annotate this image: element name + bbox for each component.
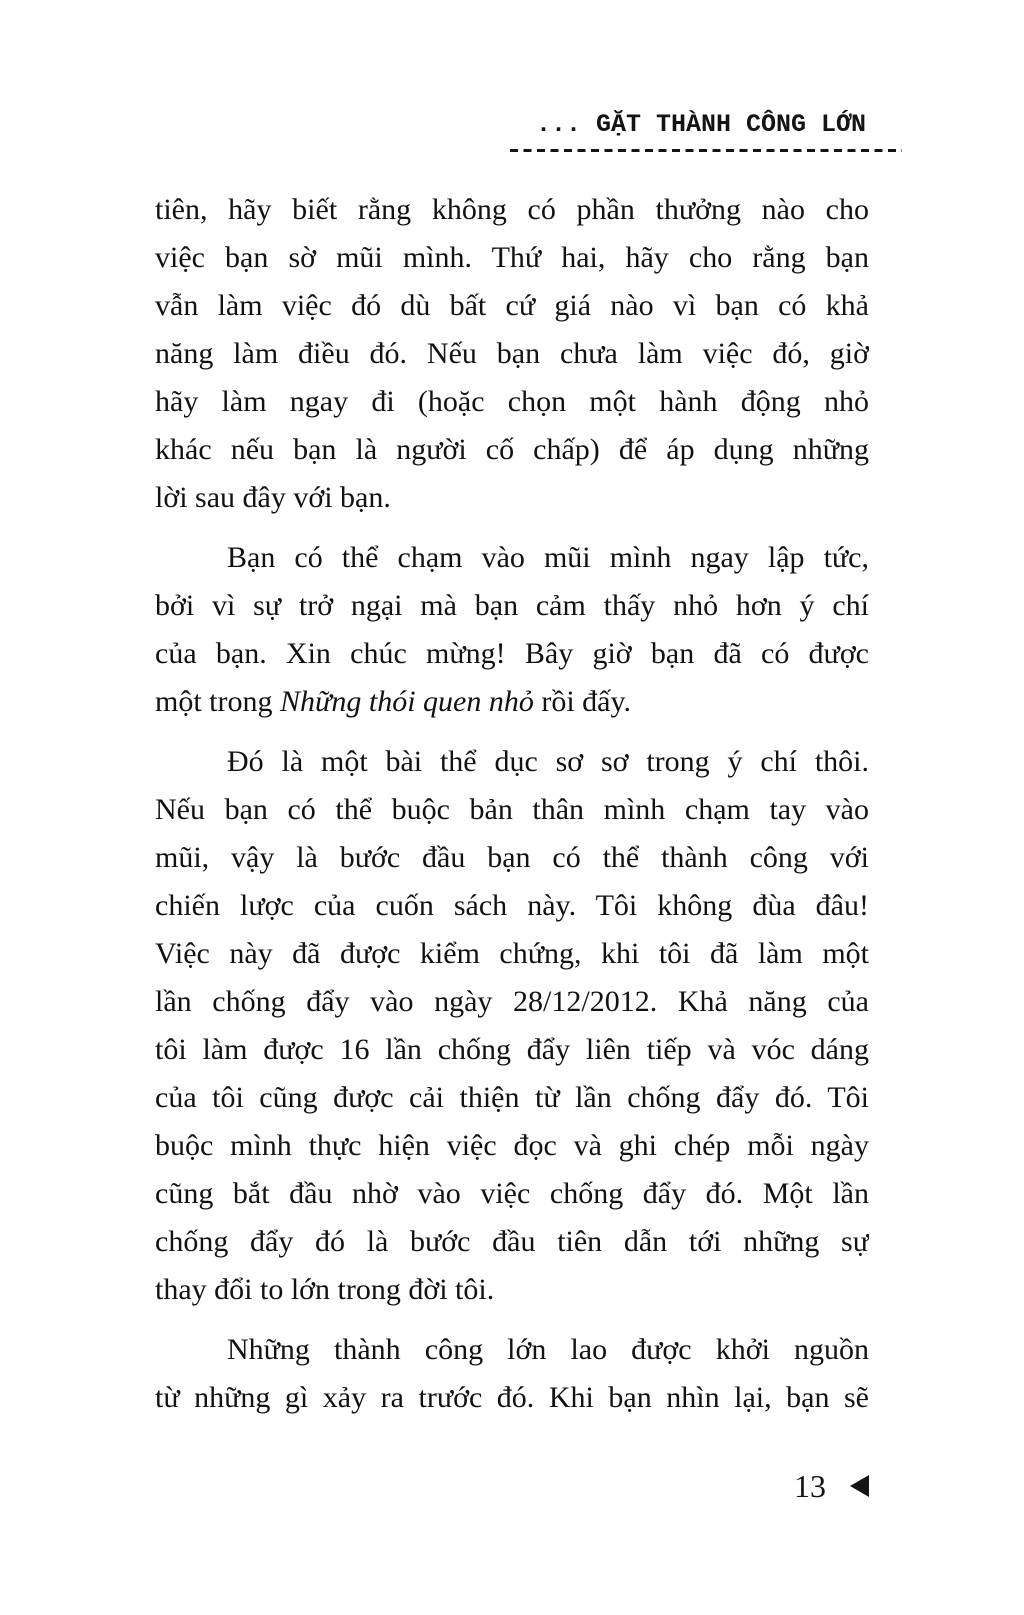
text-segment: của bạn. Xin chúc mừng! Bây giờ bạn đã có được (155, 637, 869, 670)
text-line (155, 582, 869, 630)
text-line (155, 474, 869, 522)
running-header (510, 110, 902, 152)
text-segment: năng làm điều đó. Nếu bạn chưa làm việc đó, giờ (155, 337, 869, 370)
running-header-title: ... GẶT THÀNH CÔNG LỚN (535, 110, 866, 139)
text-segment: rồi đấy. (533, 685, 632, 718)
text-segment: chống đẩy đó là bước đầu tiên dẫn tới những sự (155, 1225, 869, 1258)
text-line (155, 1218, 869, 1266)
text-segment: Việc này đã được kiểm chứng, khi tôi đã làm một (155, 937, 869, 970)
text-segment: một trong (155, 685, 280, 718)
body-text (155, 186, 869, 1422)
text-line (155, 330, 869, 378)
text-line (155, 1122, 869, 1170)
text-line (155, 282, 869, 330)
text-segment: thay đổi to lớn trong đời tôi. (155, 1273, 495, 1306)
text-segment: việc bạn sờ mũi mình. Thứ hai, hãy cho rằng bạn (155, 241, 869, 274)
text-segment: tôi làm được 16 lần chống đẩy liên tiếp và vóc dáng (155, 1033, 869, 1066)
text-segment: mũi, vậy là bước đầu bạn có thể thành công với (155, 841, 869, 874)
text-line (155, 786, 869, 834)
italic-text-segment: Những thói quen nhỏ (280, 685, 534, 718)
paragraph (155, 534, 869, 726)
text-line (155, 1026, 869, 1074)
text-line (155, 678, 869, 726)
page-number: 13 (794, 1468, 826, 1504)
header-dashed-rule (510, 149, 902, 152)
text-segment: Bạn có thể chạm vào mũi mình ngay lập tức, (227, 541, 869, 574)
text-line (155, 738, 869, 786)
text-line (155, 834, 869, 882)
text-line (155, 1374, 869, 1422)
text-segment: khác nếu bạn là người cố chấp) để áp dụng những (155, 433, 869, 466)
page-footer (794, 1468, 869, 1504)
text-segment: tiên, hãy biết rằng không có phần thưởng nào cho (155, 193, 869, 226)
text-segment: cũng bắt đầu nhờ vào việc chống đẩy đó. Một lần (155, 1177, 869, 1210)
paragraph (155, 1326, 869, 1422)
text-line (155, 534, 869, 582)
paragraph (155, 186, 869, 522)
text-line (155, 882, 869, 930)
text-segment: hãy làm ngay đi (hoặc chọn một hành động nhỏ (155, 385, 869, 418)
text-segment: Nếu bạn có thể buộc bản thân mình chạm tay vào (155, 793, 869, 826)
text-segment: từ những gì xảy ra trước đó. Khi bạn nhìn lại, bạn sẽ (155, 1381, 869, 1414)
text-segment: lần chống đẩy vào ngày 28/12/2012. Khả năng của (155, 985, 869, 1018)
paragraph (155, 738, 869, 1314)
text-line (155, 378, 869, 426)
text-line (155, 978, 869, 1026)
text-segment: lời sau đây với bạn. (155, 481, 391, 514)
text-line (155, 930, 869, 978)
text-line (155, 234, 869, 282)
text-segment: bởi vì sự trở ngại mà bạn cảm thấy nhỏ hơn ý chí (155, 589, 869, 622)
text-segment: của tôi cũng được cải thiện từ lần chống đẩy đó. Tôi (155, 1081, 869, 1114)
text-segment: vẫn làm việc đó dù bất cứ giá nào vì bạn có khả (155, 289, 869, 322)
text-segment: chiến lược của cuốn sách này. Tôi không đùa đâu! (155, 889, 869, 922)
text-line (155, 426, 869, 474)
text-line (155, 1170, 869, 1218)
left-triangle-icon (850, 1475, 869, 1497)
text-line (155, 1266, 869, 1314)
text-segment: buộc mình thực hiện việc đọc và ghi chép mỗi ngày (155, 1129, 869, 1162)
text-line (155, 186, 869, 234)
text-line (155, 1326, 869, 1374)
text-line (155, 1074, 869, 1122)
text-segment: Đó là một bài thể dục sơ sơ trong ý chí thôi. (227, 745, 869, 778)
text-segment: Những thành công lớn lao được khởi nguồn (227, 1333, 869, 1366)
text-line (155, 630, 869, 678)
